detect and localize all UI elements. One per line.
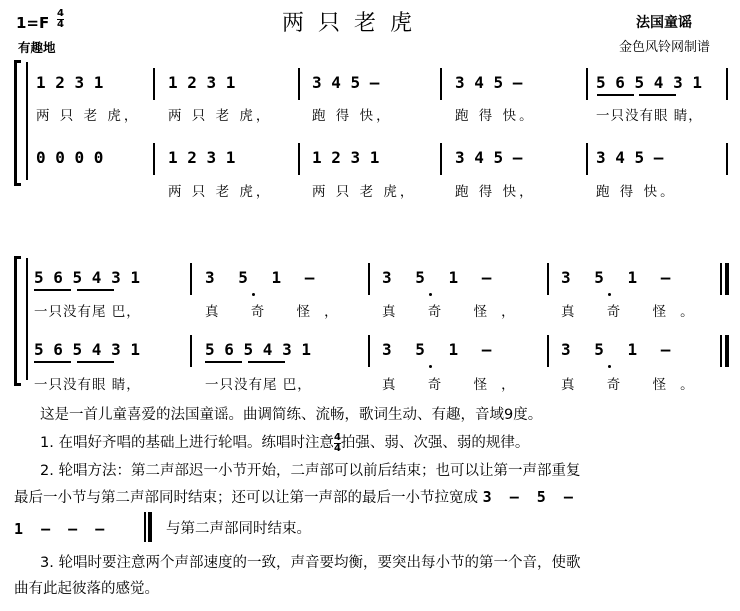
lyric-text: 跑 得 快， <box>455 184 536 200</box>
measure-notes: 3 4 5 – <box>455 148 523 167</box>
notes-item-2-line-3 <box>14 518 104 541</box>
measure-notes: 3 5 1 – <box>561 340 671 359</box>
lyric-text: 两 只 老 虎， <box>168 184 273 200</box>
notes-item-1 <box>40 432 529 454</box>
lyric-text: 真 奇 怪。 <box>561 304 708 320</box>
barline <box>298 143 300 175</box>
time-signature-numerator: 4 <box>57 8 64 19</box>
barline <box>726 143 728 175</box>
expression-marking: 有趣地 <box>18 40 56 55</box>
barline <box>153 143 155 175</box>
notes-intro: 这是一首儿童喜爱的法国童谣。曲调简练、流畅，歌词生动、有趣，音域9度。 <box>40 407 543 423</box>
lyric-text: 一只没有眼 睛， <box>596 108 703 124</box>
low-octave-dot <box>429 293 432 296</box>
lyric-text: 一只没有眼 睛， <box>34 377 141 393</box>
lyric-text: 一只没有尾 巴， <box>34 304 141 320</box>
time-signature <box>57 9 64 30</box>
notes-item-2-line-2 <box>14 486 573 509</box>
lyric-text: 真 奇 怪， <box>205 304 352 320</box>
barline <box>190 263 192 295</box>
final-barline-thick <box>725 263 729 295</box>
eighth-beam <box>248 361 285 363</box>
barline <box>368 263 370 295</box>
measure-notes: 3 5 1 – <box>205 268 315 287</box>
system-start-line <box>26 62 28 180</box>
inline-final-barline-thin <box>144 512 146 542</box>
measure-notes: 3 4 5 – <box>312 73 380 92</box>
inline-notes: 1 – – – <box>14 520 105 538</box>
measure-notes: 1 2 3 1 <box>312 148 380 167</box>
song-origin: 法国童谣 <box>636 15 692 31</box>
inline-time-den: 4 <box>333 442 341 454</box>
eighth-beam <box>639 94 676 96</box>
eighth-beam <box>597 94 634 96</box>
song-title: 两只老虎 <box>282 11 427 36</box>
low-octave-dot <box>608 365 611 368</box>
eighth-beam <box>205 361 242 363</box>
final-barline-thin <box>720 263 722 295</box>
notes-item-2-line-1: 2. 轮唱方法：第二声部迟一小节开始，二声部可以前后结束；也可以让第一声部重复 <box>40 463 581 479</box>
notes-item-3-line-2: 曲有此起彼落的感觉。 <box>14 581 159 597</box>
measure-notes: 5 6 5 4 3 1 <box>34 268 140 287</box>
notes-item-1-text-end: 拍强、弱、次强、弱的规律。 <box>340 435 530 451</box>
measure-notes: 1 2 3 1 <box>168 148 236 167</box>
low-octave-dot <box>608 293 611 296</box>
score-credit: 金色风铃网制谱 <box>619 40 711 55</box>
measure-notes: 5 6 5 4 3 1 <box>34 340 140 359</box>
measure-notes: 3 5 1 – <box>382 268 492 287</box>
barline <box>726 68 728 100</box>
measure-notes: 1 2 3 1 <box>168 73 236 92</box>
inline-time-num: 4 <box>333 431 341 443</box>
barline <box>190 335 192 367</box>
measure-notes: 3 4 5 – <box>596 148 664 167</box>
barline <box>153 68 155 100</box>
notes-item-2-text: 最后一小节与第二声部同时结束；还可以让第一声部的最后一小节拉宽成 <box>14 490 478 506</box>
lyric-text: 两 只 老 虎， <box>168 108 273 124</box>
inline-time-signature <box>334 433 341 454</box>
inline-notes: 3 – 5 – <box>482 488 573 506</box>
barline <box>440 143 442 175</box>
lyric-text: 跑 得 快。 <box>596 184 677 200</box>
lyric-text: 跑 得 快， <box>312 108 393 124</box>
notes-item-2-line-3-text: 与第二声部同时结束。 <box>166 521 311 537</box>
barline <box>547 263 549 295</box>
eighth-beam <box>34 289 71 291</box>
final-barline-thick <box>725 335 729 367</box>
lyric-text: 真 奇 怪， <box>382 377 529 393</box>
lyric-text: 两 只 老 虎， <box>312 184 417 200</box>
measure-notes: 5 6 5 4 3 1 <box>596 73 702 92</box>
low-octave-dot <box>252 293 255 296</box>
measure-notes: 5 6 5 4 3 1 <box>205 340 311 359</box>
barline <box>586 68 588 100</box>
barline <box>440 68 442 100</box>
measure-notes: 0 0 0 0 <box>36 148 104 167</box>
notes-item-3-line-1: 3. 轮唱时要注意两个声部速度的一致，声音要均衡，要突出每小节的第一个音，使歌 <box>40 555 581 571</box>
inline-final-barline-thick <box>148 512 152 542</box>
lyric-text: 跑 得 快。 <box>455 108 536 124</box>
system-start-line <box>26 258 28 380</box>
lyric-text: 两 只 老 虎， <box>36 108 141 124</box>
key-signature: 1=F <box>16 14 50 32</box>
lyric-text: 真 奇 怪。 <box>561 377 708 393</box>
system-brace <box>14 256 21 386</box>
eighth-beam <box>77 289 114 291</box>
measure-notes: 1 2 3 1 <box>36 73 104 92</box>
final-barline-thin <box>720 335 722 367</box>
measure-notes: 3 5 1 – <box>561 268 671 287</box>
lyric-text: 一只没有尾 巴， <box>205 377 312 393</box>
barline <box>368 335 370 367</box>
time-signature-denominator: 4 <box>57 19 64 30</box>
barline <box>547 335 549 367</box>
barline <box>586 143 588 175</box>
eighth-beam <box>77 361 114 363</box>
notes-item-1-text: 1. 在唱好齐唱的基础上进行轮唱。练唱时注意 <box>40 435 334 451</box>
measure-notes: 3 5 1 – <box>382 340 492 359</box>
measure-notes: 3 4 5 – <box>455 73 523 92</box>
low-octave-dot <box>429 365 432 368</box>
lyric-text: 真 奇 怪， <box>382 304 529 320</box>
eighth-beam <box>34 361 71 363</box>
system-brace <box>14 60 21 186</box>
barline <box>298 68 300 100</box>
